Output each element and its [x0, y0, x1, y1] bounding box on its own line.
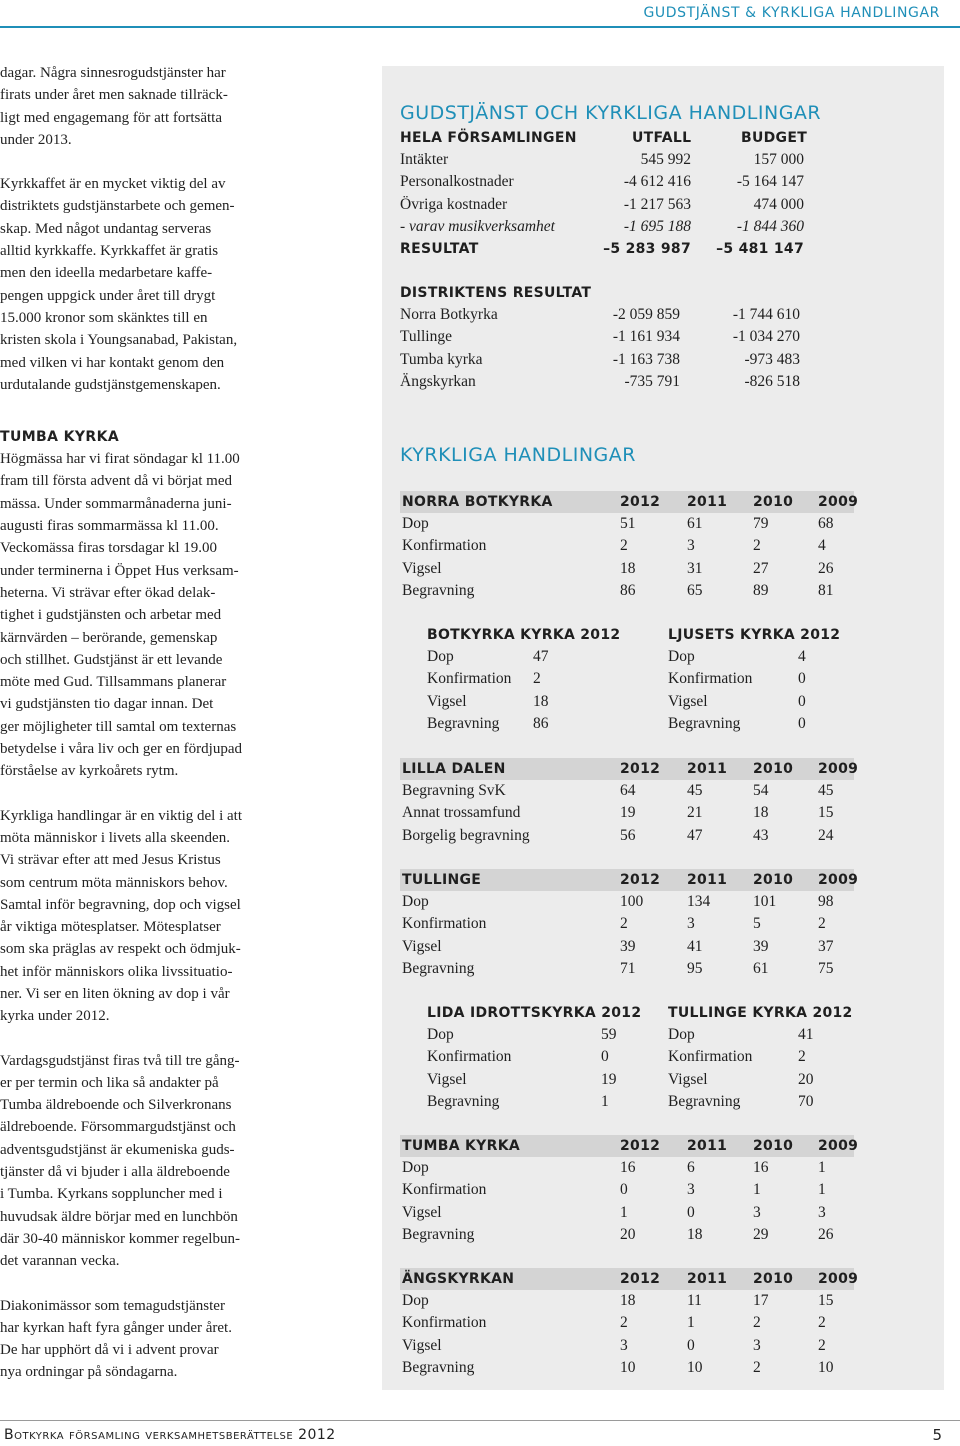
budget-value: -973 483 — [744, 350, 800, 368]
year-header: 2012 — [620, 761, 661, 777]
row-label: Konfirmation — [427, 1048, 512, 1066]
year-header: 2012 — [620, 1138, 661, 1154]
outcome-value: -1 161 934 — [612, 328, 680, 346]
district-name: NORRA BOTKYRKA — [402, 494, 553, 510]
year-value: 41 — [687, 937, 703, 955]
year-value: 2 — [620, 537, 628, 555]
year-value: 3 — [620, 1336, 628, 1354]
year-value: 43 — [753, 826, 769, 844]
value: 47 — [533, 648, 549, 666]
row-label: Begravning SvK — [402, 782, 506, 800]
table-row — [400, 913, 870, 935]
year-header: 2011 — [687, 1271, 728, 1287]
outcome-value: 545 992 — [640, 151, 691, 169]
subtable-header-tullinge_kyrka — [668, 1002, 888, 1024]
subtable-row — [427, 646, 647, 668]
year-value: 3 — [687, 537, 695, 555]
row-label: Borgelig begravning — [402, 826, 530, 844]
year-header: 2010 — [753, 1271, 794, 1287]
year-header: 2009 — [818, 872, 859, 888]
year-value: 2 — [818, 1314, 826, 1332]
header-rule — [0, 26, 960, 28]
year-value: 2 — [753, 1358, 761, 1376]
church-name: TULLINGE KYRKA 2012 — [668, 1005, 853, 1021]
table-header-tumba — [400, 1135, 859, 1157]
value: 41 — [798, 1026, 814, 1044]
year-value: 4 — [818, 537, 826, 555]
value: 0 — [798, 692, 806, 710]
year-value: 11 — [687, 1292, 702, 1310]
year-value: 1 — [818, 1159, 826, 1177]
year-header: 2011 — [687, 872, 728, 888]
table-row — [400, 891, 870, 913]
row-label: Konfirmation — [427, 670, 512, 688]
year-value: 54 — [753, 782, 769, 800]
value: 2 — [533, 670, 541, 688]
subtable-header-lida — [427, 1002, 647, 1024]
year-value: 21 — [687, 804, 703, 822]
table-header-angskyrkan — [400, 1268, 859, 1290]
row-label: Vigsel — [402, 1336, 442, 1354]
year-value: 65 — [687, 581, 703, 599]
year-value: 79 — [753, 515, 769, 533]
row-label: Dop — [402, 515, 429, 533]
subtable-row — [427, 691, 647, 713]
paragraph: Kyrkkaffet är en mycket viktig del av distriktets gudstjänstarbete och gemen- skap. Med något undantag serveras alltid kyrkkaffe. Kyrkkaffet är gratis men den ideella medarbetare kaffe- pengen uppgick under året till drygt 15.000 kronor som skänktes till en kristen skola i Youngsanabad, Pakistan, med vilken vi har kontakt genom den urdutalande gudstjänstgemenskapen. — [0, 176, 238, 393]
year-value: 2 — [753, 537, 761, 555]
page-header — [0, 0, 960, 26]
year-value: 61 — [753, 959, 769, 977]
row-label: Begravning — [427, 714, 500, 732]
table-row — [400, 825, 870, 847]
row-label: Konfirmation — [402, 537, 487, 555]
table-row — [400, 1157, 870, 1179]
column-header: HELA FÖRSAMLINGEN — [400, 130, 577, 146]
table-row — [400, 535, 870, 557]
year-value: 20 — [620, 1225, 636, 1243]
row-label: Begravning — [402, 959, 475, 977]
year-value: 95 — [687, 959, 703, 977]
year-value: 98 — [818, 893, 834, 911]
year-value: 100 — [620, 893, 644, 911]
table-row — [400, 958, 870, 980]
year-value: 1 — [687, 1314, 695, 1332]
finance-row — [400, 149, 870, 171]
finance-row — [400, 194, 870, 216]
row-label: Dop — [402, 1159, 429, 1177]
year-value: 0 — [687, 1203, 695, 1221]
finance-row — [400, 171, 870, 193]
row-label: Dop — [427, 648, 454, 666]
row-label: Dop — [427, 1026, 454, 1044]
footer-rule — [0, 1420, 960, 1421]
subtable-row — [427, 1024, 647, 1046]
year-value: 47 — [687, 826, 703, 844]
district-row — [400, 304, 870, 326]
value: 59 — [601, 1026, 617, 1044]
table-header-lilla_dalen — [400, 758, 859, 780]
row-label: Begravning — [668, 1092, 741, 1110]
year-value: 3 — [753, 1336, 761, 1354]
year-header: 2010 — [753, 494, 794, 510]
year-header: 2010 — [753, 761, 794, 777]
year-value: 18 — [687, 1225, 703, 1243]
year-value: 3 — [753, 1203, 761, 1221]
row-label: Konfirmation — [402, 1181, 487, 1199]
year-value: 0 — [620, 1181, 628, 1199]
row-label: Begravning — [668, 714, 741, 732]
value: 4 — [798, 648, 806, 666]
row-label: Övriga kostnader — [400, 195, 508, 213]
subtable-row — [668, 1069, 888, 1091]
left-column — [0, 62, 310, 1384]
year-value: 15 — [818, 804, 834, 822]
church-name: LIDA IDROTTSKYRKA 2012 — [427, 1005, 642, 1021]
year-header: 2012 — [620, 494, 661, 510]
row-label: Vigsel — [402, 937, 442, 955]
row-label: Tumba kyrka — [400, 350, 483, 368]
district-row — [400, 326, 870, 348]
year-value: 2 — [753, 1314, 761, 1332]
year-value: 2 — [818, 915, 826, 933]
district-name: LILLA DALEN — [402, 761, 506, 777]
year-value: 3 — [687, 915, 695, 933]
year-value: 24 — [818, 826, 834, 844]
outcome-value: –5 283 987 — [603, 241, 691, 257]
row-label: Vigsel — [668, 692, 708, 710]
year-value: 18 — [620, 1292, 636, 1310]
subtable-row — [668, 668, 888, 690]
table-row — [400, 1224, 870, 1246]
budget-value: -5 164 147 — [736, 173, 804, 191]
subtable-row — [427, 1069, 647, 1091]
table-row — [400, 1179, 870, 1201]
subtable-row — [668, 713, 888, 735]
row-label: Konfirmation — [668, 670, 753, 688]
budget-value: 157 000 — [753, 151, 804, 169]
church-name: LJUSETS KYRKA 2012 — [668, 627, 841, 643]
outcome-value: -735 791 — [624, 372, 680, 390]
year-header: 2010 — [753, 872, 794, 888]
year-value: 39 — [753, 937, 769, 955]
row-label: - varav musikverksamhet — [400, 217, 555, 235]
row-label: Vigsel — [427, 692, 467, 710]
row-label: Konfirmation — [402, 915, 487, 933]
subtable-row — [668, 691, 888, 713]
table-row — [400, 1202, 870, 1224]
year-value: 101 — [753, 893, 777, 911]
budget-value: 474 000 — [753, 195, 804, 213]
budget-value: -1 844 360 — [736, 217, 804, 235]
year-header: 2011 — [687, 494, 728, 510]
year-value: 134 — [687, 893, 711, 911]
row-label: RESULTAT — [400, 241, 479, 257]
year-value: 45 — [818, 782, 834, 800]
finance-row — [400, 216, 870, 238]
table-row — [400, 1312, 870, 1334]
year-value: 1 — [753, 1181, 761, 1199]
year-value: 68 — [818, 515, 834, 533]
year-value: 10 — [818, 1358, 834, 1376]
year-value: 16 — [753, 1159, 769, 1177]
year-header: 2011 — [687, 761, 728, 777]
year-value: 39 — [620, 937, 636, 955]
row-label: Dop — [668, 1026, 695, 1044]
row-label: Dop — [402, 893, 429, 911]
year-value: 86 — [620, 581, 636, 599]
paragraph: Diakonimässor som temagudstjänster har kyrkan haft fyra gånger under året. De har upphört då vi i advent provar nya ordningar på söndagarna. — [0, 1297, 232, 1381]
year-value: 10 — [620, 1358, 636, 1376]
row-label: Begravning — [402, 581, 475, 599]
year-header: 2009 — [818, 1271, 859, 1287]
paragraph: Kyrkliga handlingar är en viktig del i att möta människor i livets alla skeenden. Vi strävar efter att med Jesus Kristus som centrum möta människors behov. Samtal inför begravning, dop och vigsel år viktiga mötesplatser. Mötesplatser som ska präglas av respekt och ödmjuk- het inför människors olika livssituatio- ner. Vi ser en liten ökning av dop i vår kyrka under 2012. — [0, 807, 243, 1025]
row-label: Dop — [402, 1292, 429, 1310]
year-value: 26 — [818, 559, 834, 577]
district-name: TUMBA KYRKA — [402, 1138, 520, 1154]
year-value: 2 — [818, 1336, 826, 1354]
district-row — [400, 371, 870, 393]
value: 19 — [601, 1070, 617, 1088]
table-row — [400, 936, 870, 958]
year-value: 71 — [620, 959, 636, 977]
year-value: 61 — [687, 515, 703, 533]
year-value: 17 — [753, 1292, 769, 1310]
value: 0 — [798, 714, 806, 732]
outcome-value: -1 217 563 — [623, 195, 691, 213]
year-value: 64 — [620, 782, 636, 800]
year-header: 2009 — [818, 761, 859, 777]
row-label: Annat trossamfund — [402, 804, 521, 822]
year-value: 45 — [687, 782, 703, 800]
page-footer — [0, 1420, 960, 1446]
table-row — [400, 780, 870, 802]
row-label: Ängskyrkan — [400, 372, 476, 390]
column-header: UTFALL — [632, 130, 692, 146]
row-label: Tullinge — [400, 328, 452, 346]
year-value: 18 — [620, 559, 636, 577]
value: 86 — [533, 714, 549, 732]
row-label: Vigsel — [402, 559, 442, 577]
table-row — [400, 1335, 870, 1357]
year-value: 37 — [818, 937, 834, 955]
finance-header-row — [400, 127, 870, 149]
value: 0 — [601, 1048, 609, 1066]
year-value: 29 — [753, 1225, 769, 1243]
subtable-row — [668, 1091, 888, 1113]
district-name: TULLINGE — [402, 872, 482, 888]
subtable-row — [668, 1024, 888, 1046]
year-value: 16 — [620, 1159, 636, 1177]
paragraph: Vardagsgudstjänst firas två till tre gång- er per termin och lika så andakter på Tumba äldreboende och Silverkronans äldreboende. Försommargudstjänst och adventsgudstjänst är ekumeniska guds- tjänster då vi bjuder i alla äldreboende i Tumba. Kyrkans soppluncher med i huvudsak äldre börjar med en lunchbön där 30-40 människor kommer regelbun- det varannan vecka. — [0, 1052, 240, 1270]
table-header-norra — [400, 491, 859, 513]
year-value: 2 — [620, 1314, 628, 1332]
statistics-panel — [382, 66, 944, 1390]
year-value: 31 — [687, 559, 703, 577]
outcome-value: -2 059 859 — [612, 306, 680, 324]
budget-value: -1 744 610 — [732, 306, 800, 324]
row-label: Norra Botkyrka — [400, 306, 498, 324]
subtable-row — [668, 646, 888, 668]
year-value: 19 — [620, 804, 636, 822]
year-value: 89 — [753, 581, 769, 599]
column-header: BUDGET — [741, 130, 808, 146]
section-title: GUDSTJÄNST & KYRKLIGA HANDLINGAR — [643, 5, 940, 21]
district-row — [400, 349, 870, 371]
row-label: Vigsel — [668, 1070, 708, 1088]
table-row — [400, 1290, 870, 1312]
row-label: Personalkostnader — [400, 173, 514, 191]
row-label: Begravning — [402, 1358, 475, 1376]
year-value: 3 — [818, 1203, 826, 1221]
value: 70 — [798, 1092, 814, 1110]
subtable-row — [427, 713, 647, 735]
year-header: 2009 — [818, 494, 859, 510]
row-label: Begravning — [402, 1225, 475, 1243]
year-value: 51 — [620, 515, 636, 533]
outcome-value: -1 695 188 — [623, 217, 691, 235]
table-header-tullinge — [400, 869, 859, 891]
table-row — [400, 1357, 870, 1379]
subtable-header-botkyrka_kyrka — [427, 624, 647, 646]
table-row — [400, 513, 870, 535]
budget-value: –5 481 147 — [716, 241, 804, 257]
finance-row — [400, 238, 870, 260]
page-number: 5 — [932, 1426, 942, 1444]
year-header: 2010 — [753, 1138, 794, 1154]
subtable-row — [427, 1046, 647, 1068]
paragraph: dagar. Några sinnesrogudstjänster har firats under året men saknade tillräck- ligt med engagemang för att fortsätta under 2013. — [0, 65, 228, 148]
subtable-row — [427, 668, 647, 690]
budget-value: -1 034 270 — [732, 328, 800, 346]
year-value: 5 — [753, 915, 761, 933]
row-label: Vigsel — [427, 1070, 467, 1088]
footer-text: Botkyrka församling verksamhetsberättelse 2012 — [4, 1427, 336, 1443]
year-value: 6 — [687, 1159, 695, 1177]
year-value: 0 — [687, 1336, 695, 1354]
year-value: 56 — [620, 826, 636, 844]
year-header: 2012 — [620, 872, 661, 888]
row-label: Vigsel — [402, 1203, 442, 1221]
year-value: 26 — [818, 1225, 834, 1243]
table-row — [400, 580, 870, 602]
row-label: Dop — [668, 648, 695, 666]
handlingar-title: KYRKLIGA HANDLINGAR — [400, 444, 636, 466]
district-title: DISTRIKTENS RESULTAT — [400, 285, 592, 301]
year-value: 10 — [687, 1358, 703, 1376]
church-name: BOTKYRKA KYRKA 2012 — [427, 627, 621, 643]
value: 0 — [798, 670, 806, 688]
budget-value: -826 518 — [744, 372, 800, 390]
year-value: 27 — [753, 559, 769, 577]
section-heading: TUMBA KYRKA — [0, 429, 120, 446]
year-value: 15 — [818, 1292, 834, 1310]
year-header: 2011 — [687, 1138, 728, 1154]
year-value: 2 — [620, 915, 628, 933]
year-value: 81 — [818, 581, 834, 599]
district-name: ÄNGSKYRKAN — [402, 1271, 515, 1287]
subtable-row — [427, 1091, 647, 1113]
subtable-header-ljusets_kyrka — [668, 624, 888, 646]
row-label: Begravning — [427, 1092, 500, 1110]
year-value: 3 — [687, 1181, 695, 1199]
year-header: 2012 — [620, 1271, 661, 1287]
paragraph: Högmässa har vi firat söndagar kl 11.00 fram till första advent då vi börjat med mässa. Under sommarmånaderna juni- augusti firas sommarmässa kl 11.00. Veckomässa firas torsdagar kl 19.00 under terminerna i Öppet Hus verksam- heterna. Vi strävar efter ökad delak- tighet i gudstjänsten och arbetar med kärnvärden – berörande, gemenskap och stillhet. Gudstjänst är ett levande möte med Gud. Tillsammans planerar vi gudstjänsten tio dagar innan. Det ger möjligheter till samtal om texternas betydelse i våra liv och ger en fördjupad förståelse av kyrkoårets rytm. — [0, 451, 242, 780]
table-row — [400, 802, 870, 824]
table-row — [400, 558, 870, 580]
year-value: 18 — [753, 804, 769, 822]
year-value: 75 — [818, 959, 834, 977]
year-value: 1 — [818, 1181, 826, 1199]
value: 2 — [798, 1048, 806, 1066]
row-label: Konfirmation — [668, 1048, 753, 1066]
subtable-row — [668, 1046, 888, 1068]
district-header-row — [400, 282, 870, 304]
value: 1 — [601, 1092, 609, 1110]
row-label: Intäkter — [400, 151, 449, 169]
year-header: 2009 — [818, 1138, 859, 1154]
outcome-value: -4 612 416 — [623, 173, 691, 191]
value: 20 — [798, 1070, 814, 1088]
finance-title: GUDSTJÄNST OCH KYRKLIGA HANDLINGAR — [400, 102, 822, 124]
value: 18 — [533, 692, 549, 710]
year-value: 1 — [620, 1203, 628, 1221]
outcome-value: -1 163 738 — [612, 350, 680, 368]
row-label: Konfirmation — [402, 1314, 487, 1332]
